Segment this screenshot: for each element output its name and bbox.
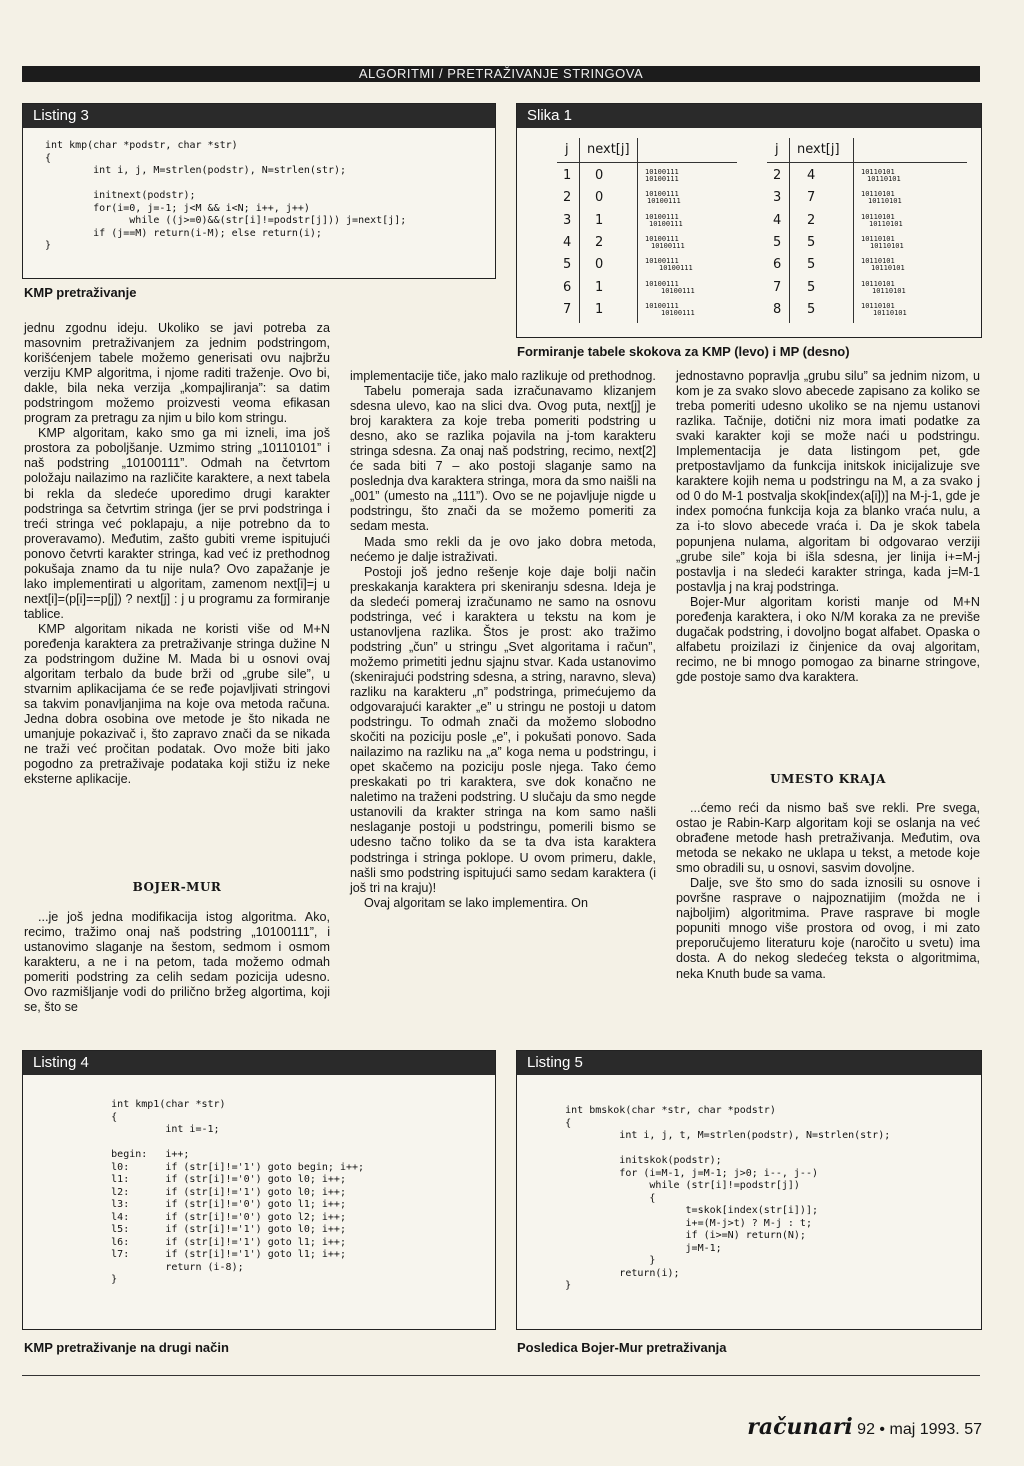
table-cell-j: 4 <box>563 234 572 250</box>
table-cell-j: 1 <box>563 168 572 183</box>
table-cell-next: 1 <box>595 279 604 295</box>
pattern-top: 10100111 <box>645 212 679 221</box>
jump-table-mp <box>767 138 972 328</box>
pattern-top: 10100111 <box>645 234 679 243</box>
paragraph: Tabelu pomeraja sada izračunavamo klizanjem sdesna ulevo, kao na slici dva. Ovog puta, next[j] je broj karaktera za koje treba pomeriti podstring u desno, ako se razlika pojavila na j-tom karakteru stringa sdesna. Za onaj naš podstring, recimo, next[2] će sada biti 7 – ako postoji slaganje samo na poslednja dva karaktera stringa, mora da smo naišli na „001” (umesto na „111”). Ovo se ne pojavljuje nigde u podstringu, što znači da se možemo pomeriti za sedam mesta. <box>350 384 656 534</box>
table-cell-j: 4 <box>773 212 782 228</box>
paragraph: Mada smo rekli da je ovo jako dobra metoda, nećemo je dalje istraživati. <box>350 534 656 564</box>
table-column-rule <box>853 138 854 323</box>
table-cell-j: 6 <box>773 257 782 273</box>
pattern-top: 10110101 <box>861 257 895 266</box>
magazine-logo: računari <box>747 1414 853 1440</box>
pattern-top: 10110101 <box>861 279 895 288</box>
table-cell-next: 0 <box>595 190 604 206</box>
listing-3-box <box>22 103 496 279</box>
table-cell-j: 7 <box>563 301 572 317</box>
table-cell-j: 2 <box>563 190 572 206</box>
table-cell-next: 2 <box>595 234 604 250</box>
article-column-1 <box>24 321 330 787</box>
pattern-bottom: 10110101 <box>867 175 901 183</box>
listing-3-code: int kmp(char *podstr, char *str) { int i, j, M=strlen(podstr), N=strlen(str); initnext(podstr); for(i=0, j=-1; j<M && i<N; i++, j++) while ((j>=0)&&(str[i]!=podstr[j])) j=next[j]; if (j==M) return(i-M); else return(i); } <box>45 140 407 251</box>
paragraph: jednu zgodnu ideju. Ukoliko se javi potreba za masovnim pretraživanjem za jednim podstringom, korišćenjem tabele možemo generisati ovu najbržu verziju KMP algoritma, i njome raditi traženje. Ovo bi, dakle, bila neka verzija „kompajliranja”: sa datim podstringom možemo proizvesti veoma efikasan program za pretragu za njim u bilo kom stringu. <box>24 321 330 426</box>
pattern-bottom: 10110101 <box>873 308 907 317</box>
table-column-rule <box>789 138 790 323</box>
table-cell-j: 8 <box>773 301 782 317</box>
table-cell-j: 5 <box>773 234 782 250</box>
pattern-bottom: 10110101 <box>870 241 904 250</box>
paragraph: ...je još jedna modifikacija istog algoritma. Ako, recimo, tražimo onaj naš podstring „10100111”, i ustanovimo slaganje na šestom, sedmom i osmom karakteru, a ne i na petom, tada možemo odmah pomeriti podstring za celih sedam pozicija udesno. Ovo razmišljanje vodi do prilično bržeg algortima, koji se, što se <box>24 910 330 1015</box>
paragraph: KMP algoritam, kako smo ga mi izneli, ima još prostora za poboljšanje. Uzmimo string „10110101” i naš podstring „10100111”. Odmah na četvrtom položaju nailazimo na različite karaktere, a next tabela bi rekla da sledeće uporedimo drugi karakter podstringa sa četvrtim stringa (jer se prvi podstringa i treći stringa već poklapaju, a nije potrebno da to proveravamo). Međutim, zašto gubiti vreme ispitujući ponovo četvrti karakter stringa, kad već iz prethodnog pokušaja znamo da tu nije nula? Ovo zapažanje je lako implementirati u algoritam, zamenom next[i]=j u next[i]=(p[i]==p[j]) ? next[j] : j u programu za formiranje tablice. <box>24 426 330 621</box>
pattern-top: 10100111 <box>645 257 679 266</box>
paragraph: implementacije tiče, jako malo razlikuje od prethodnog. <box>350 369 656 383</box>
pattern-bottom: 10100111 <box>661 286 695 295</box>
table-cell-next: 7 <box>807 190 816 206</box>
figure-1-title: Slika 1 <box>517 104 981 128</box>
page-number: 57 <box>964 1421 982 1438</box>
table-header-j: j <box>775 142 779 157</box>
table-cell-next: 5 <box>807 234 816 250</box>
listing-5-box <box>516 1050 982 1330</box>
paragraph: Dalje, sve što smo do sada iznosili su osnove i površne rasprave o najpoznatijim (možda ne i najboljim) algoritmima. Prave rasprave bi mogle popuniti mnogo više prostora od ovog, i mi zato preporučujemo literaturu koje (naročito u svetu) ima dosta. A do nekog sledećeg teksta o algoritmima, neka Knuth bude sa vama. <box>676 876 980 981</box>
article-column-3 <box>676 369 980 685</box>
table-cell-next: 0 <box>595 168 604 183</box>
subheading-umesto-kraja: UMESTO KRAJA <box>770 772 886 786</box>
pattern-bottom: 10100111 <box>661 308 695 317</box>
page-footer <box>730 1414 982 1440</box>
jump-table-kmp <box>557 138 757 328</box>
table-header-rule <box>767 162 967 163</box>
listing-5-caption: Posledica Bojer-Mur pretraživanja <box>517 1340 727 1355</box>
pattern-bottom: 10110101 <box>868 197 902 206</box>
pattern-bottom: 10110101 <box>872 286 906 295</box>
pattern-bottom: 10100111 <box>645 175 679 183</box>
table-cell-next: 1 <box>595 301 604 317</box>
pattern-top: 10100111 <box>645 279 679 288</box>
subheading-bojer-mur: BOJER-MUR <box>132 880 222 894</box>
table-cell-next: 0 <box>595 257 604 273</box>
listing-4-code: int kmp1(char *str) { int i=-1; begin: i++; l0: if (str[i]!='1') goto begin; i++; l1: if (str[i]!='0') goto l0; i++; l2: if (str[i]!='1') goto l0; i++; l3: if (str[i]!='0') goto l1; i++; l4: if (str[i]!='0') goto l2; i++; l5: if (str[i]!='1') goto l0; i++; l6: if (str[i]!='1') goto l1; i++; l7: if (str[i]!='1') goto l1; i++; return (i-8); } <box>111 1099 365 1285</box>
table-cell-next: 1 <box>595 212 604 228</box>
figure-1-caption: Formiranje tabele skokova za KMP (levo) i MP (desno) <box>517 344 850 359</box>
pattern-bottom: 10100111 <box>651 241 685 250</box>
pattern-top: 10110101 <box>861 234 895 243</box>
pattern-top: 10100111 <box>645 301 679 310</box>
pattern-top: 10110101 <box>861 168 895 176</box>
pattern-bottom: 10100111 <box>659 264 693 273</box>
table-cell-j: 6 <box>563 279 572 295</box>
table-cell-next: 4 <box>807 168 816 183</box>
paragraph: Postoji još jedno rešenje koje daje bolji način preskakanja karaktera pri skeniranju sdesna. Ideja je da sledeći pomeraj izračunamo ne samo na osnovu podstringa, već i karaktera u tekstu na kom je ustanovljena razlika. Štos je prost: ako tražimo podstring „čun” u stringu „Svet algoritama i račun”, možemo primetiti jednu sjajnu stvar. Kada ustanovimo (skenirajući podstring sdesna, a string, naravno, sleva) razliku na karakteru „n” podstringa, primećujemo da odgovarajući karakter „e” u stringu ne postoji u datom podstringu. To odmah znači da možemo slobodno skočiti na poziciju posle „e”, i pokušati ponovo. Sada nailazimo na razliku na „a” koga nema u podstringu, i opet skačemo na poziciju posle njega. Tako ćemo preskakati po tri karaktera, sve dok konačno ne naletimo na traženi podstring. U slučaju da smo negde ustanovili da krakter stringa na kom samo našli neslaganje postoji u podstringu, pomerili bismo se udesno tačno toliko da se ta dva ista karaktera podstringa i stringa poklope. U ovom primeru, dakle, našli smo podstring ispitujući samo sedam karaktera (i još tri na kraju)! <box>350 564 656 895</box>
paragraph: ...ćemo reći da nismo baš sve rekli. Pre svega, ostao je Rabin-Karp algoritam koji se oslanja na već obrađene metode hash pretraživanja. Međutim, ova metoda se nekako ne uklapa u tekst, a metode koje smo obradili su, u osnovi, sasvim dovoljne. <box>676 801 980 876</box>
listing-4-title: Listing 4 <box>23 1051 495 1075</box>
table-cell-j: 3 <box>773 190 782 206</box>
section-title: ALGORITMI / PRETRAŽIVANJE STRINGOVA <box>358 66 644 81</box>
table-header-next: next[j] <box>587 142 630 157</box>
paragraph: KMP algoritam nikada ne koristi više od M+N poređenja karaktera za pretraživanje stringa dužine N za podstringom dužine M. Mada bi u osnovi ovaj algoritam terbalo da bude brži od „grube sile”, u stvarnim aplikacijama će se ređe pojavljivati stringovi sa takvim ponavljanjima na koje ova metoda računa. Jedna dobra osobina ove metode je što nikada ne umanjuje pokazivač i, što zapravo znači da se nikada ne traži već pročitan podatak. Ovo može biti jako pogodno za pretraživaje podataka koji stižu iz neke eksterne aplikacije. <box>24 621 330 787</box>
article-column-2 <box>350 369 656 911</box>
bullet-separator: • <box>879 1421 886 1438</box>
table-cell-j: 2 <box>773 168 782 183</box>
listing-5-code: int bmskok(char *str, char *podstr) { int i, j, t, M=strlen(podstr), N=strlen(str); initskok(podstr); for (i=M-1, j=M-1; j>0; i--, j--) while (str[i]!=podstr[j]) { t=skok[index(str[i])]; i+=(M-j>t) ? M-j : t; if (i>=N) return(N); j=M-1; } return(i); } <box>565 1105 891 1291</box>
pattern-bottom: 10100111 <box>649 219 683 228</box>
pattern-top: 10110101 <box>861 301 895 310</box>
listing-4-box <box>22 1050 496 1330</box>
table-cell-next: 5 <box>807 257 816 273</box>
paragraph: jednostavno popravlja „grubu silu” sa jednim nizom, u kom je za svako slovo abecede zapisano za koliko se treba pomeriti udesno ukoliko se na njemu ustanovi razlika. Tačnije, dotični niz mora imati podatke za svaki karakter koji se može naći u podstringu. Implementacija je data listingom pet, gde pretpostavljamo da funkcija initskok inicijalizuje sve karaktere kojih nema u podstringu na M, a za svako j od 0 do M-1 postvalja skok[index(a[i])] na M-j-1, gde je index pomoćna funkcija koja za blanko vraća nulu, a za i-to slovo abecede vraća i. Da je skok tabela popunjena nulama, algoritam bi odgovarao verziji „grube sile” koja bi išla sdesna, jer linija i+=M-j postavlja i na sledeći karakter stringa, kada j=M-1 postavlja j na kraj podstringa. <box>676 369 980 594</box>
figure-1-box <box>516 103 982 338</box>
listing-3-caption: KMP pretraživanje <box>24 285 137 300</box>
table-header-j: j <box>565 142 569 157</box>
listing-4-caption: KMP pretraživanje na drugi način <box>24 1340 229 1355</box>
pattern-top: 10100111 <box>645 168 679 176</box>
pattern-bottom: 10100111 <box>647 197 681 206</box>
section-header-bar <box>22 66 980 82</box>
issue-date: maj 1993. <box>889 1421 960 1438</box>
article-column-1-cont <box>24 910 330 1015</box>
pattern-top: 10100111 <box>645 190 679 199</box>
table-cell-j: 7 <box>773 279 782 295</box>
table-cell-j: 5 <box>563 257 572 273</box>
listing-5-title: Listing 5 <box>517 1051 981 1075</box>
paragraph: Bojer-Mur algoritam koristi manje od M+N poređenja karaktera, i oko N/M koraka za ne previše dugačak podstring, i dovoljno bogat alfabet. Opaska o alfabetu proizilazi iz činjenice da ovaj algoritam, recimo, ne bi mnogo pomogao za binarne stringove, gde postoje samo dva karaktera. <box>676 594 980 684</box>
listing-3-title: Listing 3 <box>23 104 495 128</box>
table-header-next: next[j] <box>797 142 840 157</box>
pattern-bottom: 10110101 <box>869 219 903 228</box>
table-column-rule <box>579 138 580 323</box>
pattern-bottom: 10110101 <box>871 264 905 273</box>
paragraph: Ovaj algoritam se lako implementira. On <box>364 895 588 910</box>
table-header-rule <box>557 162 737 163</box>
issue-number: 92 <box>857 1421 875 1438</box>
table-cell-j: 3 <box>563 212 572 228</box>
article-column-3-cont <box>676 801 980 982</box>
pattern-top: 10110101 <box>861 212 895 221</box>
footer-rule <box>22 1375 980 1376</box>
table-cell-next: 2 <box>807 212 816 228</box>
table-cell-next: 5 <box>807 279 816 295</box>
table-cell-next: 5 <box>807 301 816 317</box>
table-column-rule <box>637 138 638 323</box>
pattern-top: 10110101 <box>861 190 895 199</box>
